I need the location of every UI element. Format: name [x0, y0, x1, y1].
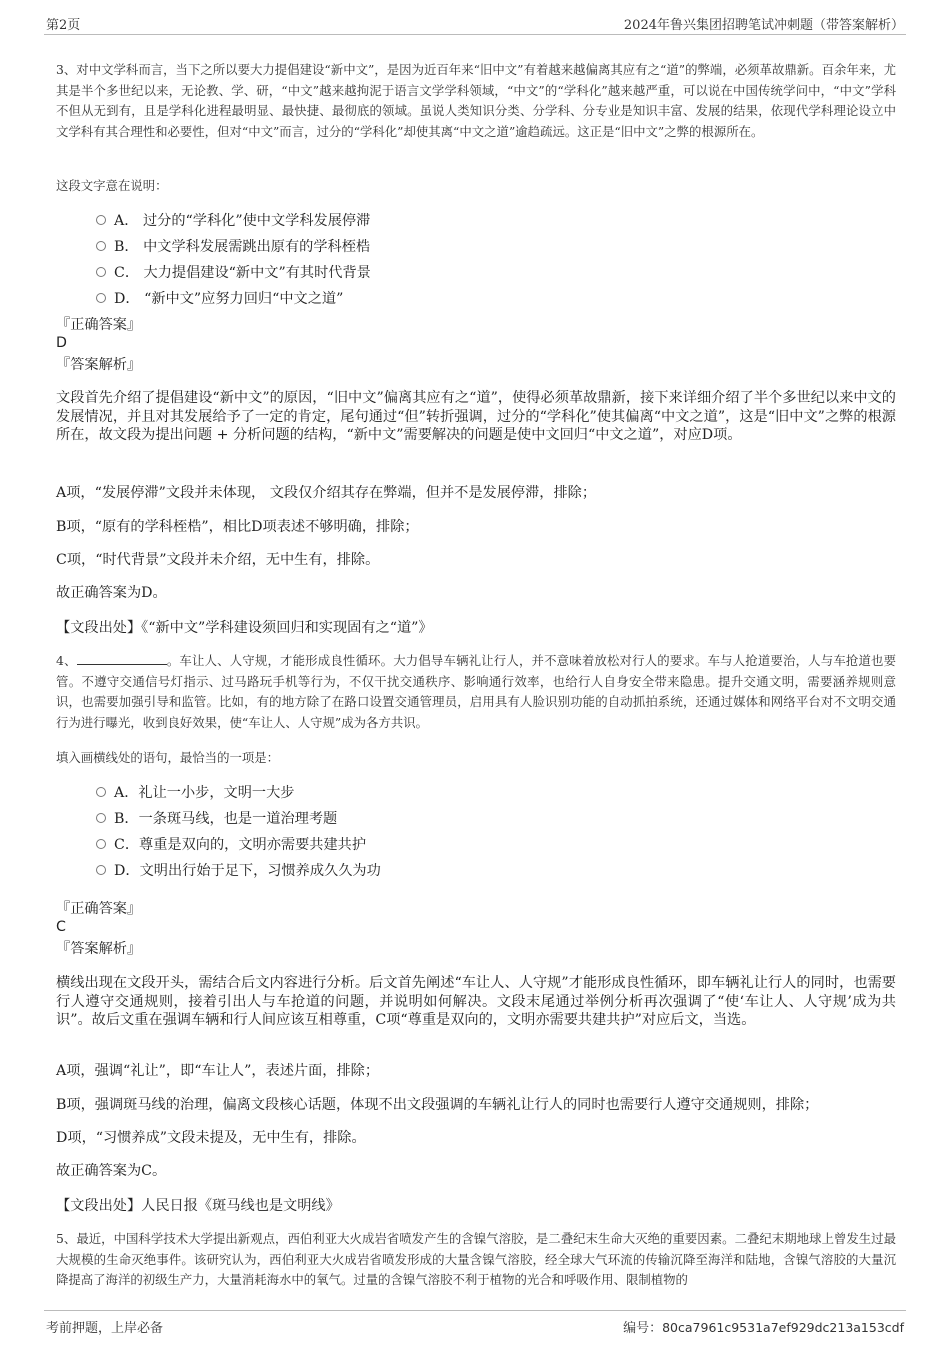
document-code: 编号：80ca7961c9531a7ef929dc213a153cdf	[623, 1320, 904, 1336]
page-header	[44, 12, 906, 35]
q3-option-d[interactable]: D． “新中文”应努力回归“中文之道”	[96, 288, 343, 308]
radio-icon[interactable]	[96, 787, 106, 797]
radio-icon[interactable]	[96, 839, 106, 849]
q4-option-b[interactable]: B．一条斑马线，也是一道治理考题	[96, 808, 337, 828]
q3-question: 这段文字意在说明：	[56, 178, 168, 193]
page-footer	[44, 1310, 906, 1337]
q4-answer-label: 『正确答案』	[56, 901, 142, 917]
q4-stem: 4、 。车让人、人守规，才能形成良性循环。大力倡导车辆礼让行人，并不意味着放松对行人的要求。车与人抢道要治，人与车抢道也要管。不遵守交通信号灯指示、过马路玩手机等行为，不仅干扰交通秩序、影响通行效率，也给行人自身安全带来隐患。提升交通文明，需要涵养规则意识，也需要加强引导和监管。比如，有的地方除了在路口设置交通管理员，启用具有人脸识别功能的自动抓拍系统，还通过媒体和网络平台对不文明交通行为进行曝光，收到良好效果，使“车让人、人守规”成为各方共识。	[56, 653, 897, 730]
q3-option-b[interactable]: B． 中文学科发展需跳出原有的学科桎梏	[96, 236, 370, 256]
fill-blank	[77, 653, 167, 665]
q3-analysis-main: 文段首先介绍了提倡建设“新中文”的原因，“旧中文”偏离其应有之“道”，使得必须革故鼎新，接下来详细介绍了半个多世纪以来中文的发展情况，并且对其发展给予了一定的肯定，尾句通过“但”转折强调，过分的“学科化”使其偏离“中文之道”，这是“旧中文”之弊的根源所在，故文段为提出问题 + 分析问题的结构，“新中文”需要解决的问题是使中文回归“中文之道”，对应D项。	[56, 390, 896, 443]
q4-source: 【文段出处】人民日报《斑马线也是文明线》	[56, 1198, 340, 1214]
q4-analysis-d: D项，“习惯养成”文段未提及，无中生有，排除。	[56, 1130, 366, 1146]
page-number: 第2页	[46, 18, 81, 33]
document-title: 2024年鲁兴集团招聘笔试冲刺题（带答案解析）	[623, 18, 904, 33]
q3-stem: 3、对中文学科而言，当下之所以要大力提倡建设“新中文”，是因为近百年来“旧中文”有着越来越偏离其应有之“道”的弊端，必须革故鼎新。百余年来，尤其是半个多世纪以来，无论教、学、研，“中文”越来越拘泥于语言文学学科领域，“中文”的“学科化”越来越严重，可以说在中国传统学问中，“中文”学科不但从无到有，且是学科化进程最明显、最快捷、最彻底的领域。虽说人类知识分类、分学科、分专业是知识丰富、发展的结果，依现代学科理论设立中文学科有其合理性和必要性，但对“中文”而言，过分的“学科化”却使其离“中文之道”逾趋疏远。这正是“旧中文”之弊的根源所在。	[56, 62, 896, 139]
q4-analysis-label: 『答案解析』	[56, 941, 142, 957]
radio-icon[interactable]	[96, 813, 106, 823]
q4-answer: C	[56, 919, 66, 935]
q3-analysis-c: C项，“时代背景”文段并未介绍，无中生有，排除。	[56, 552, 380, 568]
radio-icon[interactable]	[96, 865, 106, 875]
q3-option-c[interactable]: C． 大力提倡建设“新中文”有其时代背景	[96, 262, 371, 282]
q4-option-d[interactable]: D．文明出行始于足下，习惯养成久久为功	[96, 860, 381, 880]
q4-question: 填入画横线处的语句，最恰当的一项是：	[56, 750, 280, 765]
radio-icon[interactable]	[96, 241, 106, 251]
q4-conclusion: 故正确答案为C。	[56, 1163, 167, 1179]
q3-analysis-label: 『答案解析』	[56, 357, 142, 373]
q3-analysis-a: A项，“发展停滞”文段并未体现， 文段仅介绍其存在弊端，但并不是发展停滞，排除；	[56, 485, 597, 501]
footer-slogan: 考前押题，上岸必备	[46, 1321, 164, 1336]
q4-analysis-a: A项，强调“礼让”，即“车让人”，表述片面，排除；	[56, 1063, 380, 1079]
q4-option-c[interactable]: C．尊重是双向的，文明亦需要共建共护	[96, 834, 366, 854]
q5-stem: 5、最近，中国科学技术大学提出新观点，西伯利亚大火成岩省喷发产生的含镍气溶胶，是二叠纪末生命大灭绝的重要因素。二叠纪末期地球上曾发生过最大规模的生命灭绝事件。该研究认为，西伯利亚大火成岩省喷发形成的大量含镍气溶胶，经全球大气环流的传输沉降至海洋和陆地，含镍气溶胶的大量沉降提高了海洋的初级生产力，大量消耗海水中的氧气。过量的含镍气溶胶不利于植物的光合和呼吸作用、限制植物的	[56, 1231, 896, 1287]
q3-option-a[interactable]: A． 过分的“学科化”使中文学科发展停滞	[96, 210, 370, 230]
q3-answer: D	[56, 335, 67, 351]
q4-analysis-main: 横线出现在文段开头，需结合后文内容进行分析。后文首先阐述“车让人、人守规”才能形成良性循环，即车辆礼让行人的同时，也需要行人遵守交通规则，接着引出人与车抢道的问题，并说明如何解决。文段末尾通过举例分析再次强调了“使‘车让人、人守规’成为共识”。故后文重在强调车辆和行人间应该互相尊重，C项“尊重是双向的，文明亦需要共建共护”对应后文，当选。	[56, 975, 896, 1028]
radio-icon[interactable]	[96, 215, 106, 225]
q4-option-a[interactable]: A．礼让一小步，文明一大步	[96, 782, 295, 802]
q4-analysis-b: B项，强调斑马线的治理，偏离文段核心话题，体现不出文段强调的车辆礼让行人的同时也需要行人遵守交通规则，排除；	[56, 1097, 819, 1113]
q3-source: 【文段出处】《“新中文”学科建设须回归和实现固有之“道”》	[56, 620, 433, 636]
q3-answer-label: 『正确答案』	[56, 317, 142, 333]
q3-conclusion: 故正确答案为D。	[56, 585, 167, 601]
q3-analysis-b: B项，“原有的学科桎梏”，相比D项表述不够明确，排除；	[56, 519, 419, 535]
radio-icon[interactable]	[96, 267, 106, 277]
radio-icon[interactable]	[96, 293, 106, 303]
